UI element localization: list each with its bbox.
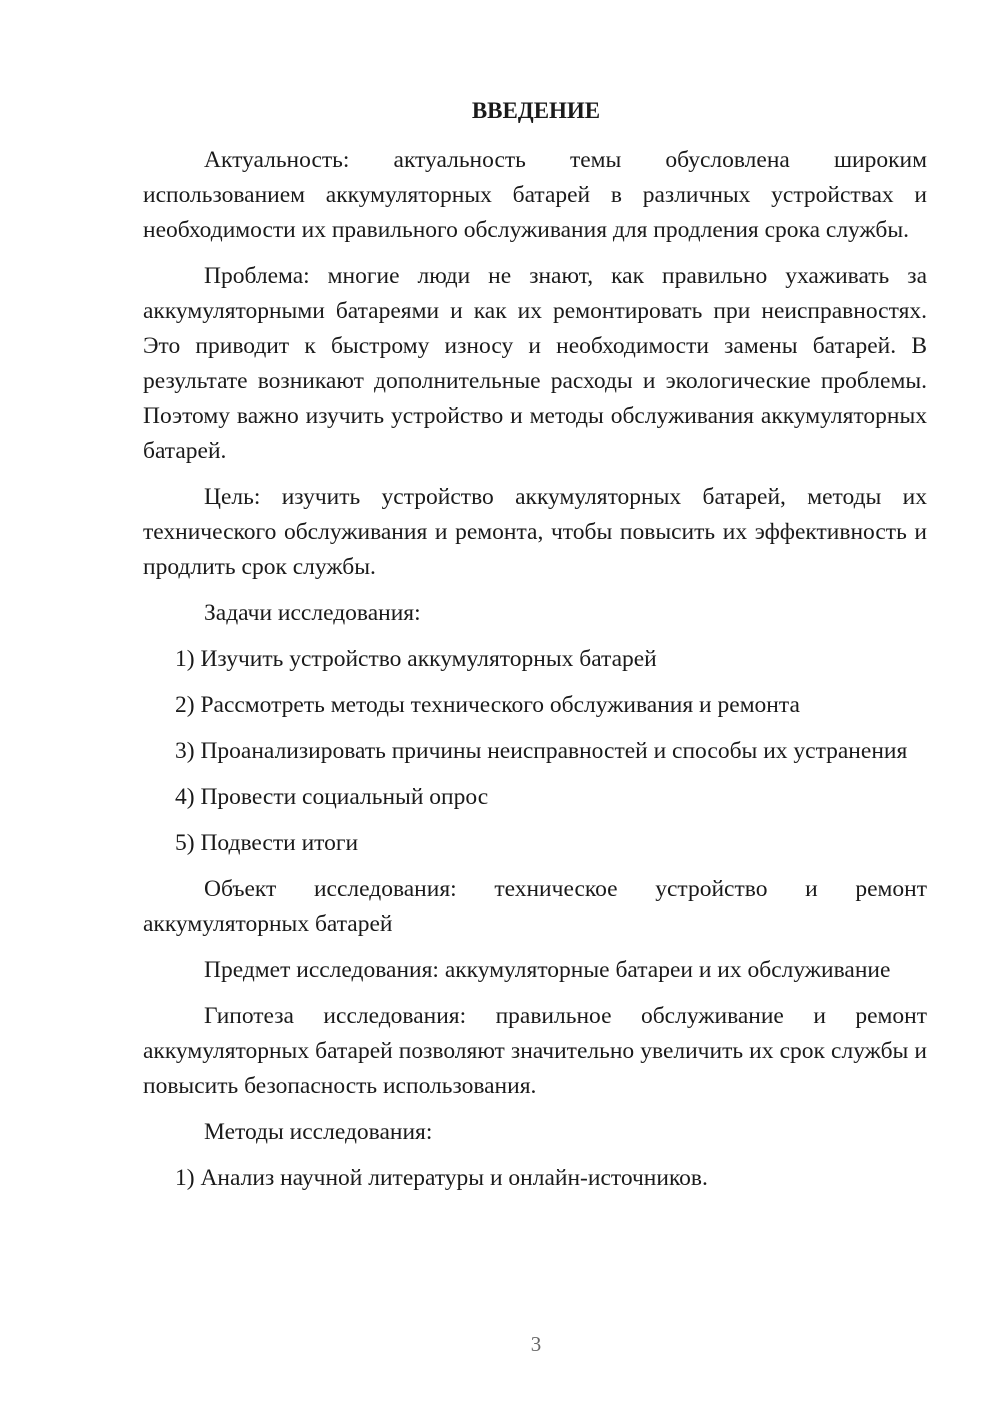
paragraph-goal: Цель: изучить устройство аккумуляторных батарей, методы их технического обслуживания и ремонта, чтобы повысить их эффективность и продлить срок службы. <box>143 484 927 580</box>
paragraph-hypothesis: Гипотеза исследования: правильное обслуживание и ремонт аккумуляторных батарей позволяют значительно увеличить их срок службы и повысить безопасность использования. <box>143 1003 927 1099</box>
paragraph-problem: Проблема: многие люди не знают, как правильно ухаживать за аккумуляторными батареями и как их ремонтировать при неисправностях. Это приводит к быстрому износу и необходимости замены батарей. В результате возникают дополнительные расходы и экологические проблемы. Поэтому важно изучить устройство и методы обслуживания аккумуляторных батарей. <box>143 263 927 464</box>
task-item: 3) Проанализировать причины неисправностей и способы их устранения <box>175 738 908 764</box>
task-item: 1) Изучить устройство аккумуляторных батарей <box>175 646 657 672</box>
method-item: 1) Анализ научной литературы и онлайн-источников. <box>175 1165 708 1191</box>
methods-heading: Методы исследования: <box>204 1119 433 1145</box>
paragraph-relevance: Актуальность: актуальность темы обусловлена широким использованием аккумуляторных батарей в различных устройствах и необходимости их правильного обслуживания для продления срока службы. <box>143 147 927 243</box>
page-number: 3 <box>530 1332 542 1356</box>
task-item: 4) Провести социальный опрос <box>175 784 489 810</box>
paragraph-object: Объект исследования: техническое устройство и ремонт аккумуляторных батарей <box>143 876 927 937</box>
task-item: 5) Подвести итоги <box>175 830 359 856</box>
paragraph-subject: Предмет исследования: аккумуляторные батареи и их обслуживание <box>204 957 891 983</box>
task-item: 2) Рассмотреть методы технического обслуживания и ремонта <box>175 692 800 718</box>
tasks-heading: Задачи исследования: <box>204 600 421 626</box>
section-title: ВВЕДЕНИЕ <box>471 98 601 123</box>
body-text <box>143 143 927 1207</box>
